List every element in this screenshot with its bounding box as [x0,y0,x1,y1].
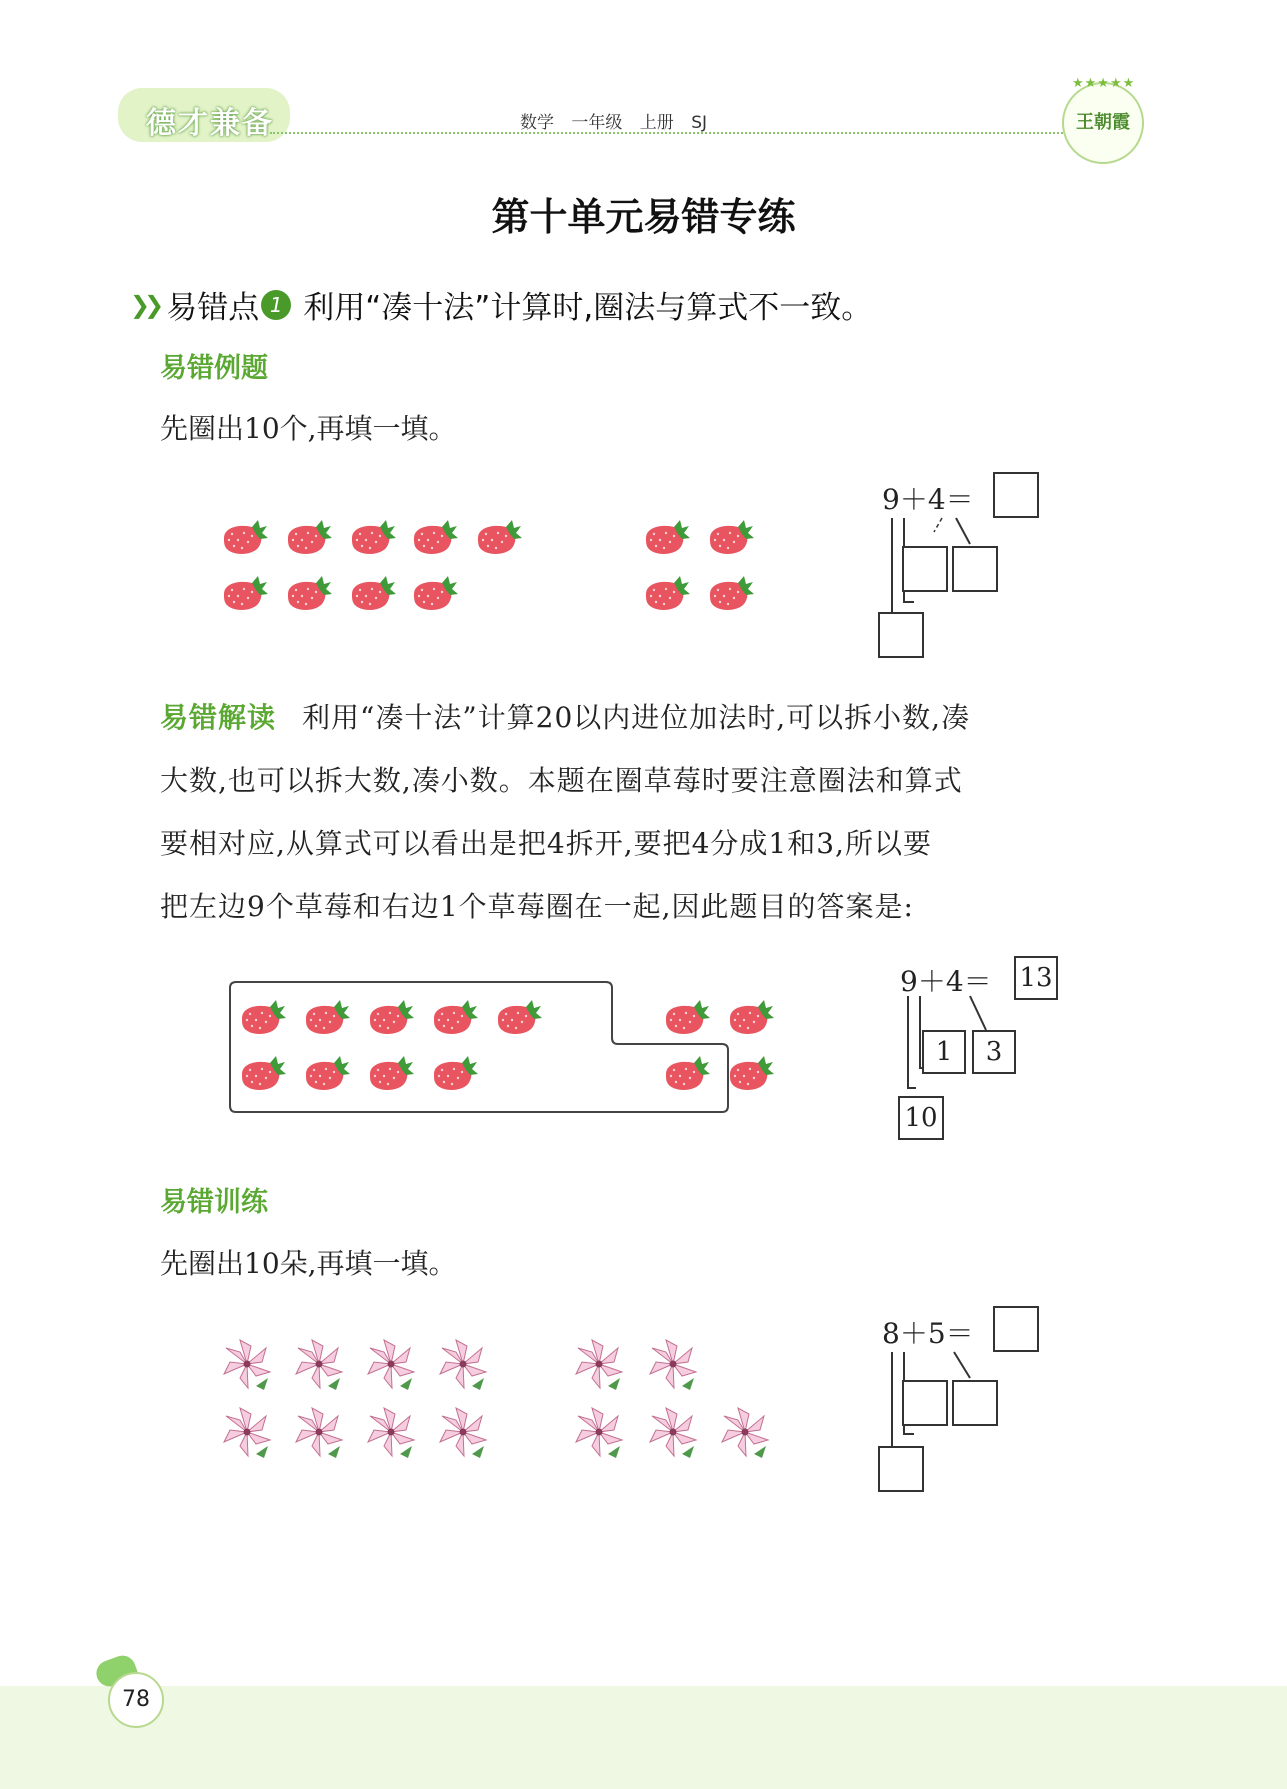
practice-equation: 8＋5＝ [882,1317,974,1350]
strawberry [236,998,286,1038]
answer-split-left-box: 1 [922,1030,966,1074]
strawberry [300,1054,350,1094]
explanation-heading: 易错解读 [160,701,277,734]
lily-flower [290,1404,348,1462]
practice-ten-box[interactable] [878,1446,924,1492]
strawberry [640,518,690,558]
header-logo [118,88,290,142]
strawberry [428,1054,478,1094]
lily-flower [644,1336,702,1394]
strawberry [300,998,350,1038]
answer-result-box: 13 [1014,956,1058,1000]
practice-split-box-left[interactable] [902,1380,948,1426]
strawberry [408,574,458,614]
page-title: 第十单元易错专练 [491,195,796,239]
split-box-left[interactable] [902,546,948,592]
strawberry [704,518,754,558]
header-divider [270,132,1110,134]
explanation-line-3: 要相对应,从算式可以看出是把4拆开,要把4分成1和3,所以要 [160,827,932,860]
strawberry [346,518,396,558]
lily-flower [434,1336,492,1394]
practice-instruction: 先圈出10朵,再填一填。 [160,1247,457,1280]
strawberry [660,1054,710,1094]
error-point-number: 1 [261,290,291,320]
practice-heading: 易错训练 [160,1187,268,1218]
strawberry [282,518,332,558]
lily-flower [218,1336,276,1394]
ten-box[interactable] [878,612,924,658]
strawberry [218,574,268,614]
star-icon: ★★★★★ [1072,76,1136,91]
lily-flower [362,1336,420,1394]
explanation-line-4: 把左边9个草莓和右边1个草莓圈在一起,因此题目的答案是: [160,890,914,923]
lily-flower [218,1404,276,1462]
strawberry [364,998,414,1038]
strawberry [492,998,542,1038]
explanation-line-2: 大数,也可以拆大数,凑小数。本题在圈草莓时要注意圈法和算式 [160,764,963,797]
practice-split-box-right[interactable] [952,1380,998,1426]
example-heading: 易错例题 [160,353,268,384]
strawberry [640,574,690,614]
strawberry [472,518,522,558]
strawberry [236,1054,286,1094]
strawberry [408,518,458,558]
lily-flower [570,1336,628,1394]
error-point-text: 利用“凑十法”计算时,圈法与算式不一致。 [303,290,873,326]
header-logo-text: 德才兼备 [146,106,274,141]
lily-flower [362,1404,420,1462]
lily-flower [290,1336,348,1394]
footer-band [0,1686,1287,1789]
header-subject: 数学 一年级 上册 SJ [520,113,708,133]
strawberry [724,998,774,1038]
example-instruction: 先圈出10个,再填一填。 [160,412,457,445]
page-number: 78 [108,1672,164,1728]
split-box-right[interactable] [952,546,998,592]
strawberry [346,574,396,614]
answer-equation: 9＋4＝ [900,965,992,998]
strawberry [282,574,332,614]
lily-flower [434,1404,492,1462]
strawberry [660,998,710,1038]
header-badge-text: 王朝霞 [1076,112,1130,133]
strawberry [428,998,478,1038]
explanation-line-1: 易错解读 利用“凑十法”计算20以内进位加法时,可以拆小数,凑 [160,701,971,734]
answer-ten-box: 10 [898,1096,944,1140]
strawberry [704,574,754,614]
error-point-label: 易错点 [166,290,260,326]
answer-split-right-box: 3 [972,1030,1016,1074]
lily-flower [716,1404,774,1462]
error-point [130,282,872,327]
double-chevron-icon: ❯❯ [130,290,159,319]
lily-flower [644,1404,702,1462]
explanation-paragraph [160,686,1130,938]
header-badge [1062,76,1144,164]
strawberry [364,1054,414,1094]
strawberry [724,1054,774,1094]
strawberry [218,518,268,558]
example-equation: 9＋4＝ [882,483,974,516]
lily-flower [570,1404,628,1462]
